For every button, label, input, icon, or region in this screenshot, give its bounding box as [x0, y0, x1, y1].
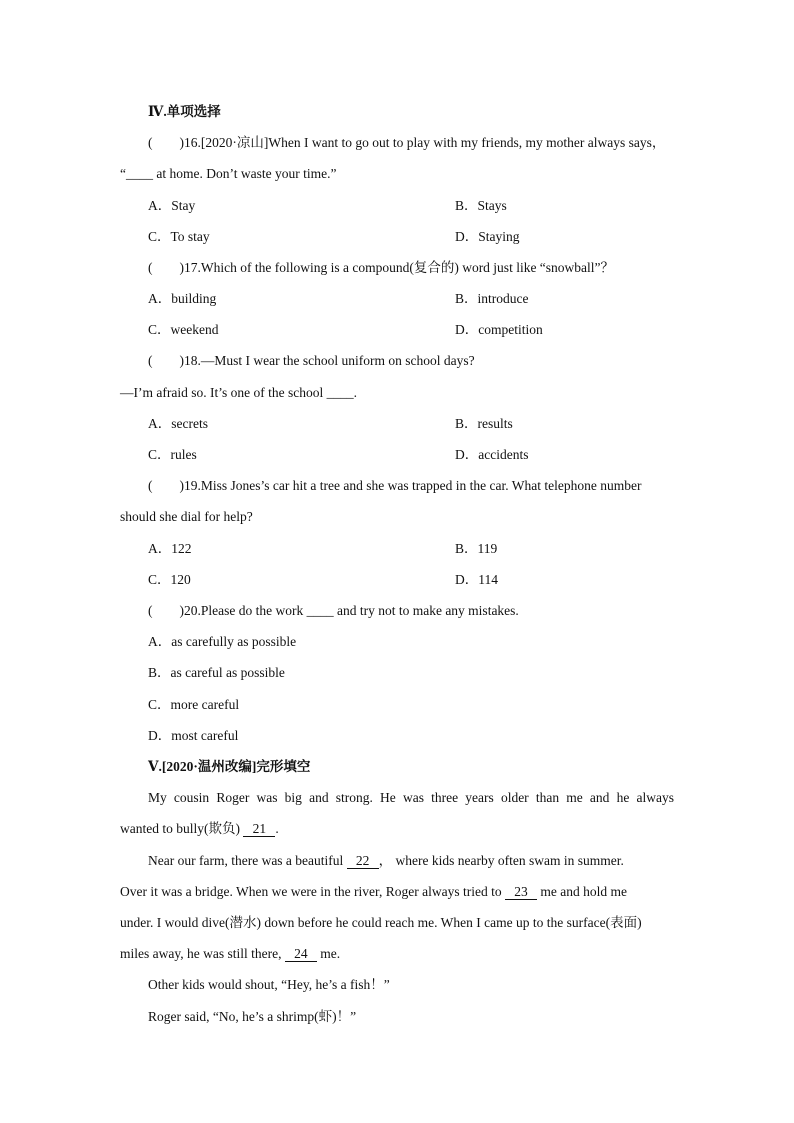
passage-paragraph-4: Roger said, “No, he’s a shrimp(虾)！”: [148, 1009, 357, 1024]
question-19-option-d: D．114: [455, 572, 498, 587]
question-17-option-d: D．competition: [455, 322, 543, 337]
passage-paragraph-2-line-4: [120, 945, 340, 963]
question-16-option-b: B．Stays: [455, 198, 507, 213]
question-20-option-d: D．most careful: [148, 728, 239, 743]
question-16-option-a: A．Stay: [148, 198, 196, 213]
passage-paragraph-2-line-3: under. I would dive(潜水) down before he could reach me. When I came up to the surface(表面): [120, 915, 642, 930]
blank-23: 23: [505, 885, 537, 900]
passage-text: me.: [320, 946, 341, 961]
blank-24: 24: [285, 947, 317, 962]
question-18-option-b: B．results: [455, 416, 513, 431]
question-16-stem-continued: “____ at home. Don’t waste your time.”: [120, 166, 337, 181]
passage-paragraph-1-line-2: [120, 820, 279, 838]
blank-21: 21: [243, 822, 275, 837]
question-19-stem-continued: should she dial for help?: [120, 509, 253, 524]
question-19-stem: ( )19.Miss Jones’s car hit a tree and she was trapped in the car. What telephone number: [148, 478, 642, 493]
passage-text: .: [275, 821, 279, 836]
question-20-option-c: C．more careful: [148, 697, 240, 712]
question-19-option-c: C．120: [148, 572, 191, 587]
passage-text: ， where kids nearby often swam in summer.: [378, 853, 624, 868]
question-18-option-c: C．rules: [148, 447, 197, 462]
question-16-option-d: D．Staying: [455, 229, 520, 244]
passage-paragraph-1-line-1: My cousin Roger was big and strong. He was three years older than me and he always: [148, 790, 674, 805]
question-19-option-b: B．119: [455, 541, 498, 556]
question-18-response: —I’m afraid so. It’s one of the school ____.: [120, 385, 357, 400]
section-4-title: Ⅳ.单项选择: [148, 104, 221, 119]
question-20-option-b: B．as careful as possible: [148, 665, 285, 680]
question-20-option-a: A．as carefully as possible: [148, 634, 297, 649]
passage-text: miles away, he was still there,: [120, 946, 282, 961]
question-17-option-b: B．introduce: [455, 291, 529, 306]
passage-paragraph-3: Other kids would shout, “Hey, he’s a fish！”: [148, 977, 390, 992]
passage-paragraph-2-line-2: [120, 883, 627, 901]
section-5-title: Ⅴ.[2020·温州改编]完形填空: [148, 759, 311, 774]
passage-paragraph-2-line-1: [148, 852, 624, 870]
blank-22: 22: [347, 854, 379, 869]
question-17-stem: ( )17.Which of the following is a compound(复合的) word just like “snowball”？: [148, 260, 615, 275]
question-18-stem: ( )18.—Must I wear the school uniform on school days?: [148, 353, 475, 368]
passage-text: me and hold me: [540, 884, 627, 899]
question-18-option-d: D．accidents: [455, 447, 529, 462]
question-20-stem: ( )20.Please do the work ____ and try not to make any mistakes.: [148, 603, 519, 618]
passage-text: Over it was a bridge. When we were in the river, Roger always tried to: [120, 884, 502, 899]
question-17-option-c: C．weekend: [148, 322, 219, 337]
passage-text: Near our farm, there was a beautiful: [148, 853, 344, 868]
question-18-option-a: A．secrets: [148, 416, 208, 431]
passage-text: wanted to bully(欺负): [120, 821, 240, 836]
question-16-option-c: C．To stay: [148, 229, 210, 244]
question-19-option-a: A．122: [148, 541, 192, 556]
question-16-stem: ( )16.[2020·凉山]When I want to go out to play with my friends, my mother always says，: [148, 135, 666, 150]
question-17-option-a: A．building: [148, 291, 217, 306]
